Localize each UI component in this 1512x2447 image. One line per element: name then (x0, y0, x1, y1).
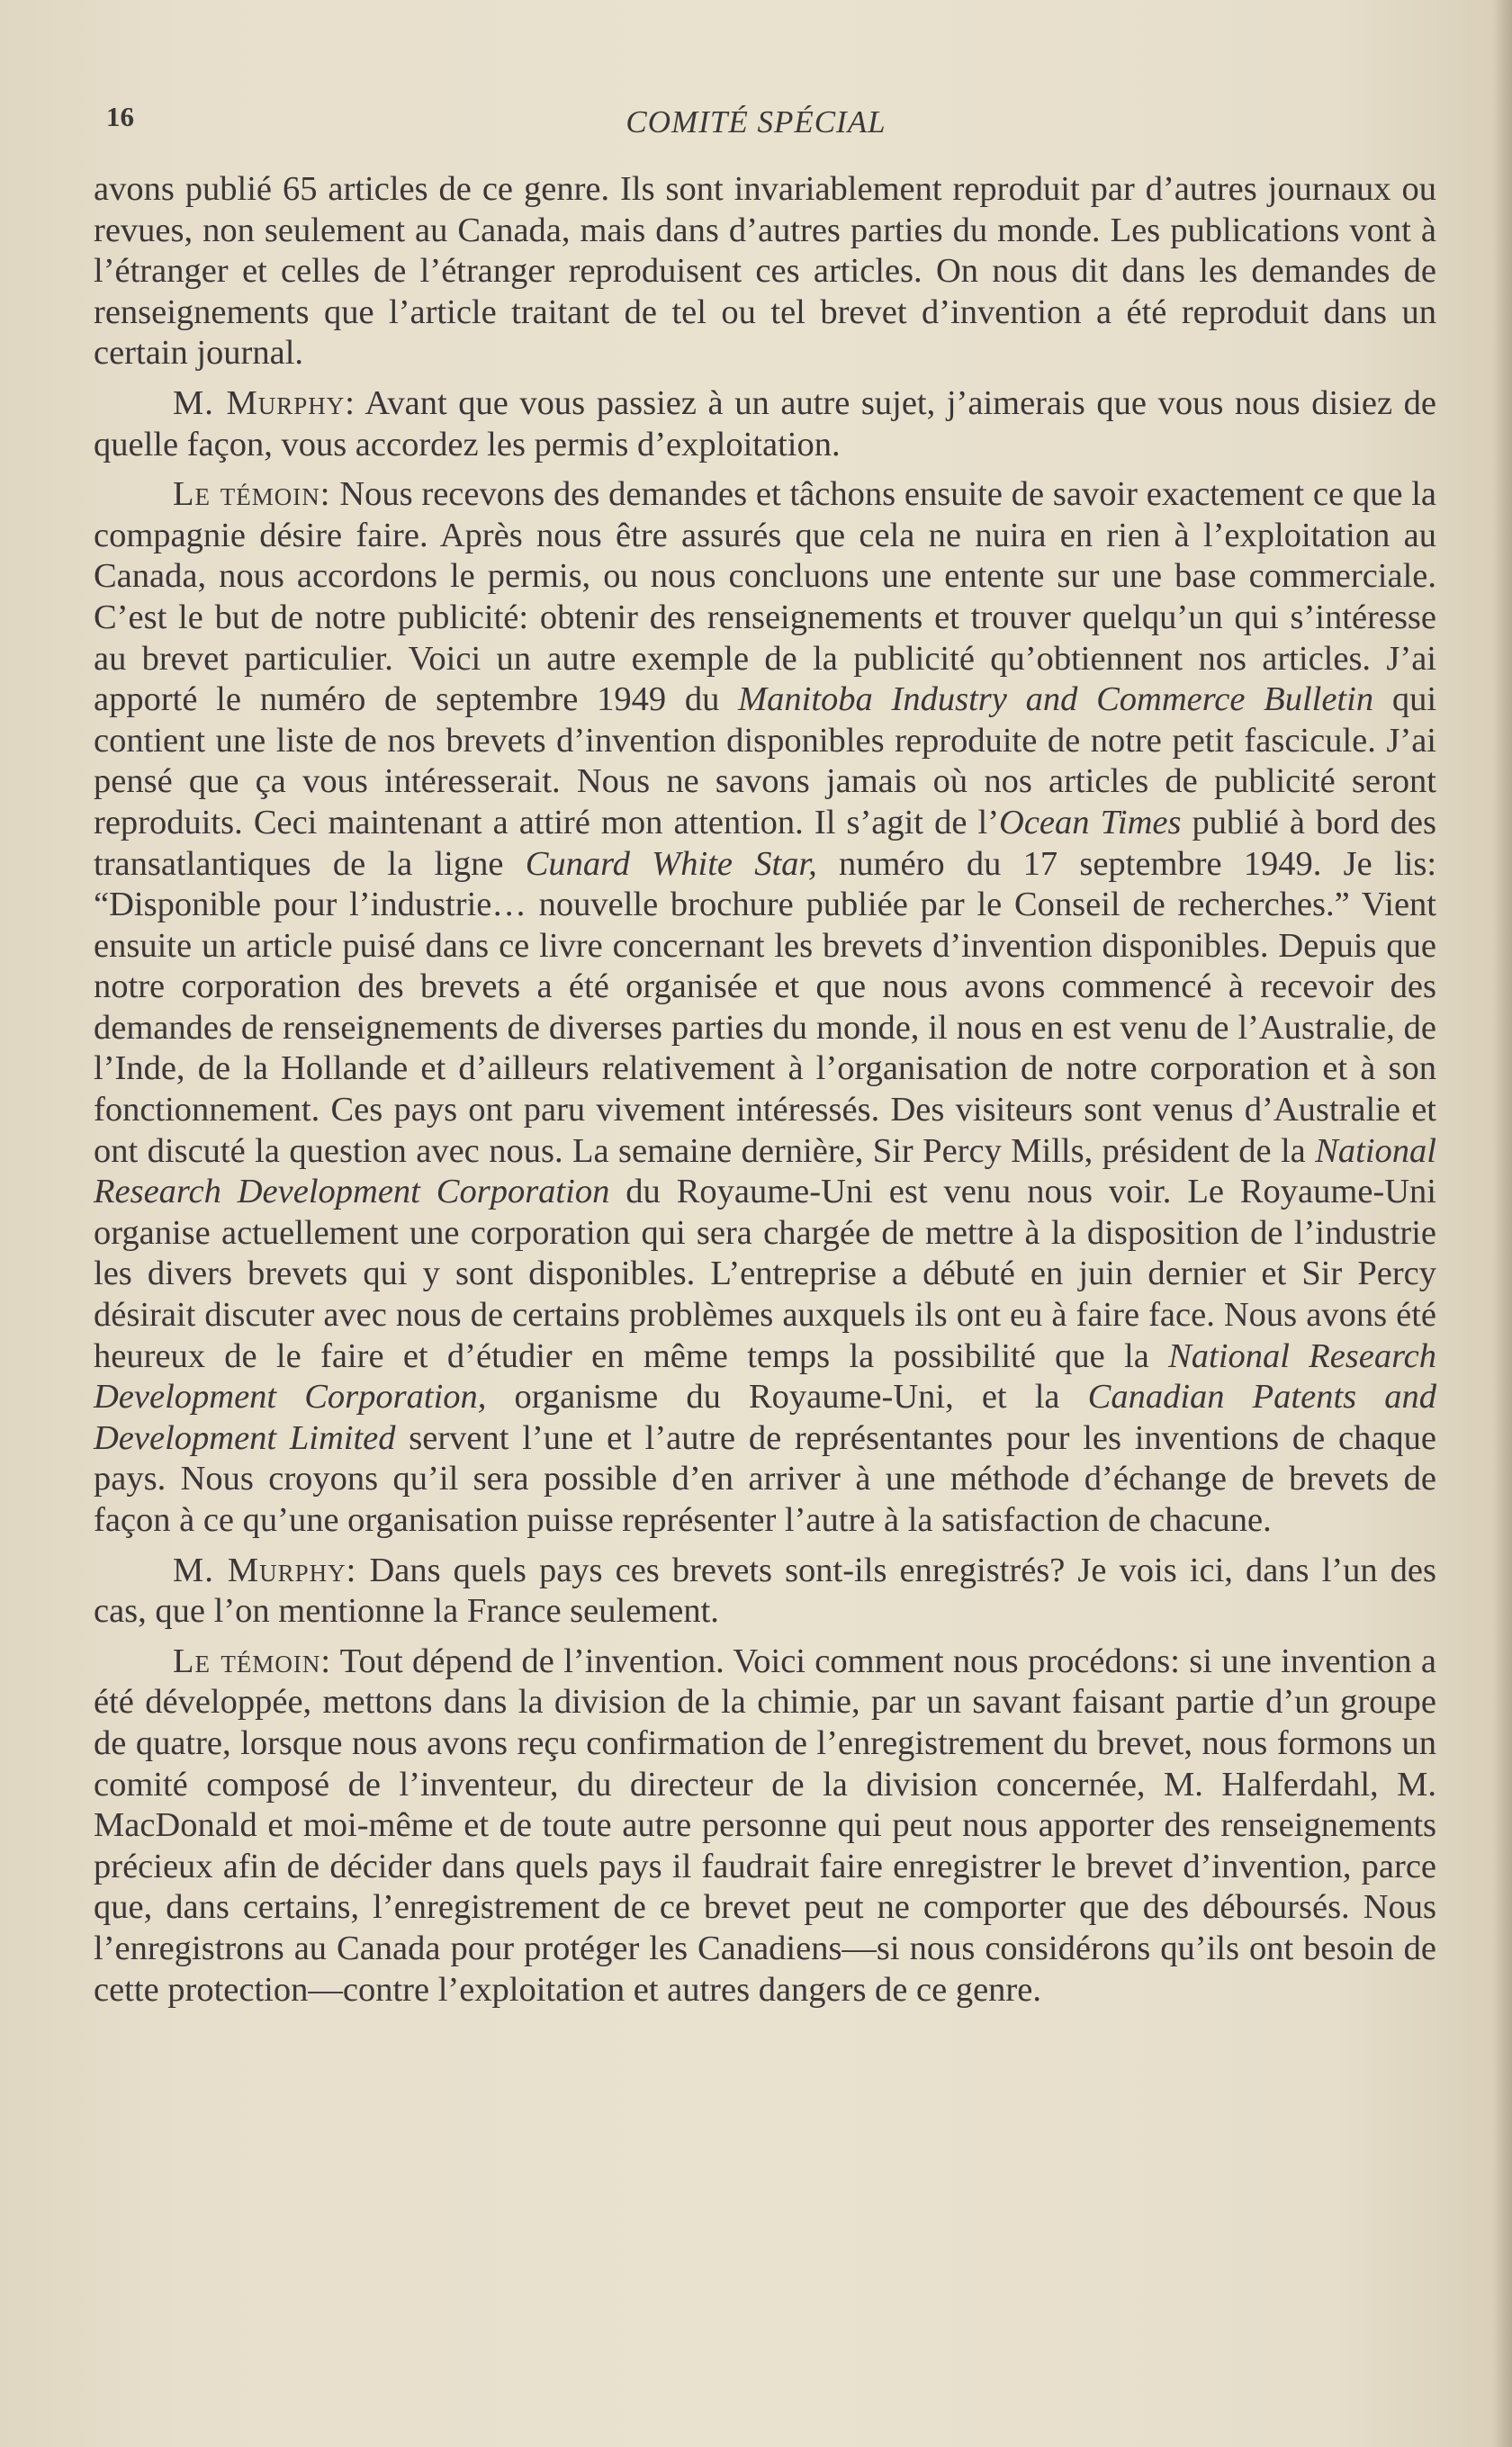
page-number: 16 (106, 101, 134, 132)
organization-name: Canadian Patents and Development Limited (94, 1378, 1436, 1457)
page-edge-shadow (1492, 0, 1512, 2447)
body-text (94, 169, 1436, 2020)
paragraph-2 (94, 383, 1436, 465)
paragraph-text: Nous recevons des demandes et tâchons ensuite de savoir exactement ce que la compagnie désire faire. Après nous être assurés que cela ne nuira en rien à l’exploitation au Canada, nous accordons le permis, ou nous concluons une entente sur une base commerciale. C’est le but de notre publicité: obtenir des renseignements et trouver quelqu’un qui s’intéresse au brevet particulier. Voici un autre exemple de la publicité qu’obtiennent nos articles. J’ai apporté le numéro de septembre 1949 du (94, 475, 1437, 719)
company-name: Cunard White Star, (525, 844, 817, 883)
speaker-label: Le témoin: (173, 475, 331, 514)
paragraph-text: servent l’une et l’autre de représentantes pour les inventions de chaque pays. Nous croyons qu’il sera possible d’en arriver à une méthode d’échange de brevets de façon à ce qu’une organisation puisse représenter l’autre à la satisfaction de chacune. (94, 1418, 1437, 1539)
paragraph-text: numéro du 17 septembre 1949. Je lis: “Disponible pour l’industrie… nouvelle brochure publiée par le Conseil de recherches.” Vient ensuite un article puisé dans ce livre concernant les brevets d’invention disponibles. Depuis que notre corporation des brevets a été organisée et que nous avons commencé à recevoir des demandes de renseignements de diverses parties du monde, il nous en est venu de l’Australie, de l’Inde, de la Hollande et d’ailleurs relativement à l’organisation de notre corporation et à son fonctionnement. Ces pays ont paru vivement intéressés. Des visiteurs sont venus d’Australie et ont discuté la question avec nous. La semaine dernière, Sir Percy Mills, président de la (94, 844, 1437, 1170)
paragraph-text: publié à bord des transatlantiques de la ligne (94, 803, 1437, 883)
publication-title: Ocean Times (999, 803, 1182, 841)
paragraph-5 (94, 1642, 1436, 2011)
paragraph-text: avons publié 65 articles de ce genre. Ils sont invariablement reproduit par d’autres journaux ou revues, non seulement au Canada, mais dans d’autres parties du monde. Les publications vont à l’étranger et celles de l’étranger reproduisent ces articles. On nous dit dans les demandes de renseignements que l’article traitant de tel ou tel brevet d’invention a été reproduit dans un certain journal. (94, 170, 1436, 373)
running-head: COMITÉ SPÉCIAL (626, 104, 886, 139)
paragraph-text: organisme du Royaume-Uni, et la (514, 1378, 1060, 1417)
publication-title: Manitoba Industry and Commerce Bulletin (738, 680, 1374, 719)
paragraph-4 (94, 1551, 1436, 1633)
paragraph-text: Tout dépend de l’invention. Voici comment nous procédons: si une invention a été développée, mettons dans la division de la chimie, par un savant faisant partie d’un groupe de quatre, lorsque nous avons reçu confirmation de l’enregistrement du brevet, nous formons un comité composé de l’inventeur, du directeur de la division concernée, M. Halferdahl, M. MacDonald et moi-même et de toute autre personne qui peut nous apporter des renseignements précieux afin de décider dans quels pays il faudrait faire enregistrer le brevet d’invention, parce que, dans certains, l’enregistrement de ce brevet peut ne comporter que des déboursés. Nous l’enregistrons au Canada pour protéger les Canadiens—si nous considérons qu’ils ont besoin de cette protection—contre l’exploitation et autres dangers de ce genre. (94, 1642, 1437, 2009)
organization-name: National Research Development Corporation, (94, 1336, 1437, 1417)
paragraph-1 (94, 169, 1436, 374)
paragraph-text: du Royaume-Uni est venu nous voir. Le Royaume-Uni organise actuellement une corporation qui sera chargée de mettre à la disposition de l’industrie les divers brevets qui y sont disponibles. L’entreprise a débuté en juin dernier et Sir Percy désirait discuter avec nous de certains problèmes auxquels ils ont eu à faire face. Nous avons été heureux de le faire et d’étudier en même temps la possibilité que la (94, 1173, 1436, 1375)
paragraph-text: Dans quels pays ces brevets sont-ils enregistrés? Je vois ici, dans l’un des cas, que l’on mentionne la France seulement. (94, 1551, 1437, 1631)
speaker-label: M. Murphy: (173, 383, 356, 422)
page-header (0, 101, 1512, 155)
organization-name: National Research Development Corporation (94, 1131, 1437, 1211)
speaker-label: Le témoin: (173, 1642, 332, 1680)
paragraph-text: qui contient une liste de nos brevets d’invention disponibles reproduite de notre petit fascicule. J’ai pensé que ça vous intéresserait. Nous ne savons jamais où nos articles de publicité seront reproduits. Ceci maintenant a attiré mon attention. Il s’agit de l’ (94, 680, 1437, 841)
paragraph-text: Avant que vous passiez à un autre sujet, j’aimerais que vous nous disiez de quelle façon, vous accordez les permis d’exploitation. (94, 383, 1436, 463)
paragraph-3 (94, 474, 1436, 1541)
speaker-label: M. Murphy: (173, 1551, 357, 1589)
